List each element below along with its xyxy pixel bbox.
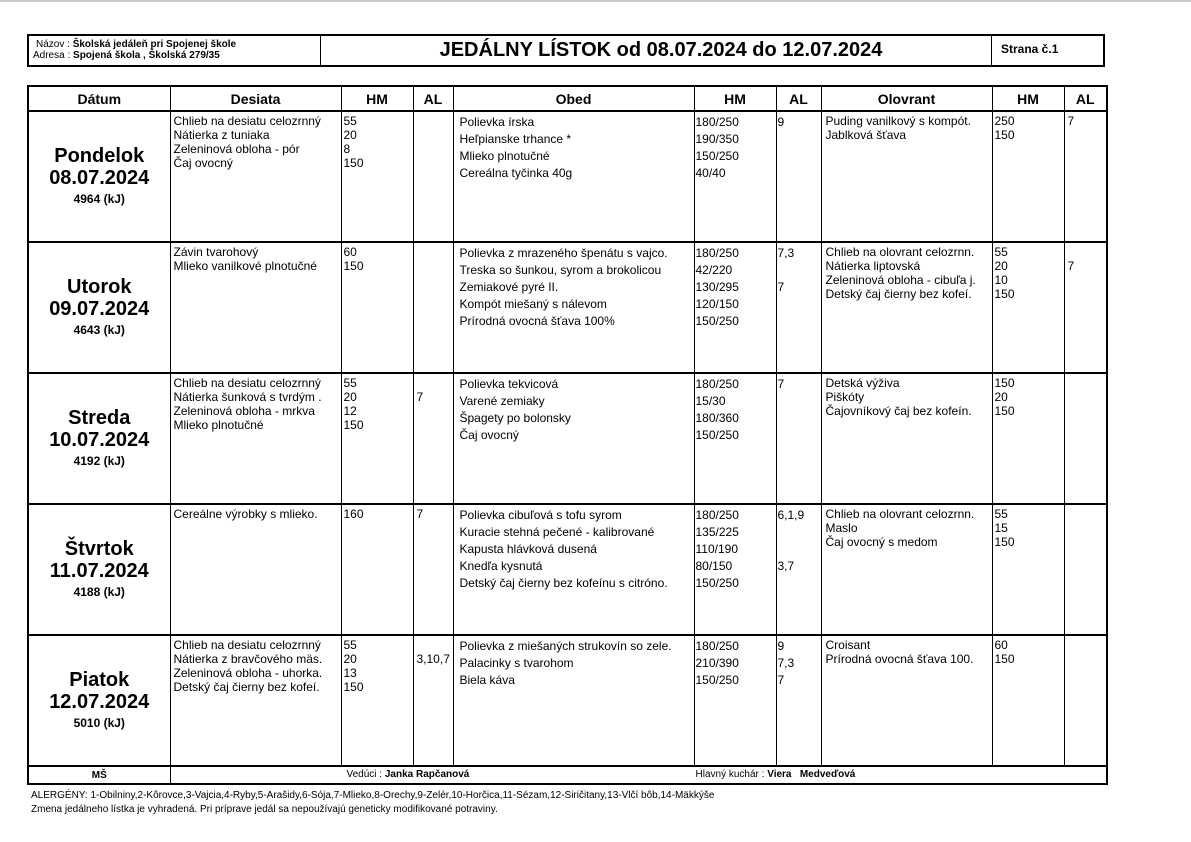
desiata-al-list [414, 374, 453, 432]
olovrant-al-list [1065, 374, 1107, 418]
obed-item: Biela káva [459, 673, 515, 687]
obed-hm-item: 150/250 [695, 576, 739, 590]
obed-al-list [777, 112, 821, 182]
desiata-hm-item: 20 [343, 652, 357, 666]
page-title: JEDÁLNY LÍSTOK od 08.07.2024 do 12.07.2024 [321, 36, 992, 65]
date-cell [28, 111, 170, 242]
obed-al-item: 7 [777, 280, 785, 294]
desiata-item: Detský čaj čierny bez kofeí. [173, 680, 320, 694]
day-row [28, 242, 1107, 373]
desiata-al-item [417, 259, 453, 273]
obed-hm-list [695, 505, 776, 592]
obed-item: Kapusta hlávková dusená [459, 542, 597, 556]
school-name-row [36, 39, 320, 50]
obed-hm-item: 80/150 [695, 559, 733, 573]
desiata-hm-list [342, 374, 413, 432]
chef-name: Viera Medveďová [767, 769, 856, 780]
obed-hm-cell [694, 111, 776, 242]
col-header-desiata: Desiata [170, 86, 341, 111]
col-header-olovrant: Olovrant [821, 86, 992, 111]
desiata-hm-item: 150 [343, 680, 364, 694]
menu-table [27, 85, 1108, 785]
olovrant-hm-item: 20 [994, 259, 1008, 273]
obed-hm-item: 135/225 [695, 525, 739, 539]
olovrant-cell [821, 242, 992, 373]
desiata-al-item [417, 418, 453, 432]
olovrant-hm-item: 150 [994, 652, 1015, 666]
olovrant-al-list [1065, 243, 1107, 301]
obed-item: Polievka írska [459, 115, 535, 129]
olovrant-item: Croisant [825, 638, 871, 652]
obed-item: Kuracie stehná pečené - kalibrované [459, 525, 655, 539]
obed-list [454, 505, 694, 592]
desiata-hm-item: 60 [343, 245, 357, 259]
obed-al-item: 7,3 [777, 246, 795, 260]
olovrant-al-list [1065, 112, 1107, 142]
desiata-item: Chlieb na desiatu celozrnný [173, 638, 321, 652]
day-name: Pondelok [54, 144, 145, 167]
obed-hm-item: 150/250 [695, 149, 739, 163]
col-header-desiata-hm: HM [341, 86, 413, 111]
desiata-al-cell [413, 111, 453, 242]
day-name: Štvrtok [64, 537, 134, 560]
olovrant-al-item [1068, 128, 1107, 142]
desiata-hm-item: 55 [343, 376, 357, 390]
olovrant-cell [821, 504, 992, 635]
olovrant-hm-cell [992, 111, 1064, 242]
olovrant-item: Puding vanilkový s kompót. [825, 114, 971, 128]
col-header-obed-al: AL [776, 86, 821, 111]
obed-al-cell [776, 504, 821, 635]
date-cell [28, 635, 170, 766]
day-date: 10.07.2024 [49, 428, 150, 451]
desiata-al-item [417, 404, 453, 418]
desiata-hm-item: 20 [343, 390, 357, 404]
obed-item: Cereálna tyčinka 40g [459, 166, 573, 180]
desiata-al-item [417, 666, 453, 680]
obed-hm-cell [694, 242, 776, 373]
col-header-date: Dátum [28, 86, 170, 111]
desiata-hm-item: 160 [343, 507, 364, 521]
olovrant-al-item [1068, 390, 1107, 404]
page-number: Strana č.1 [1001, 42, 1059, 56]
olovrant-al-item [1068, 245, 1107, 259]
obed-hm-item: 130/295 [695, 280, 739, 294]
day-row [28, 373, 1107, 504]
obed-hm-item: 150/250 [695, 314, 739, 328]
obed-hm-item: 150/250 [695, 428, 739, 442]
obed-item: Palacinky s tvarohom [459, 656, 574, 670]
olovrant-cell [821, 635, 992, 766]
desiata-al-item [417, 128, 453, 142]
desiata-hm-item: 55 [343, 114, 357, 128]
ms-label: MŠ [28, 766, 170, 784]
olovrant-hm-item: 150 [994, 404, 1015, 418]
manager-label: Vedúci : [346, 769, 385, 780]
manager-signature [347, 769, 470, 780]
olovrant-item: Maslo [825, 521, 858, 535]
desiata-al-item: 7 [416, 390, 424, 404]
desiata-list [171, 112, 341, 170]
olovrant-al-cell [1064, 111, 1107, 242]
olovrant-item: Čajovníkový čaj bez kofeín. [825, 404, 972, 418]
obed-hm-cell [694, 373, 776, 504]
olovrant-al-item [1068, 507, 1107, 521]
olovrant-item: Zeleninová obloha - cibuľa j. [825, 273, 976, 287]
desiata-hm-item: 55 [343, 638, 357, 652]
day-row [28, 504, 1107, 635]
table-header-row [28, 86, 1107, 111]
obed-al-item [778, 541, 821, 558]
olovrant-al-cell [1064, 242, 1107, 373]
olovrant-al-item: 7 [1067, 114, 1075, 128]
date-cell [28, 242, 170, 373]
obed-al-item [778, 262, 821, 279]
olovrant-hm-item: 20 [994, 390, 1008, 404]
desiata-hm-list [342, 112, 413, 170]
day-energy: 5010 (kJ) [73, 715, 125, 730]
day-row [28, 111, 1107, 242]
day-date: 11.07.2024 [49, 559, 149, 582]
olovrant-al-cell [1064, 504, 1107, 635]
desiata-hm-cell [341, 373, 413, 504]
olovrant-list [822, 374, 992, 418]
obed-item: Špagety po bolonsky [459, 411, 571, 425]
obed-item: Čaj ovocný [459, 428, 519, 442]
disclaimer-note: Zmena jedálneho lístka je vyhradená. Pri príprave jedál sa nepoužívajú geneticky modifikované potraviny. [31, 804, 498, 815]
day-date: 08.07.2024 [49, 166, 150, 189]
obed-al-cell [776, 242, 821, 373]
day-energy: 4643 (kJ) [73, 322, 125, 337]
obed-hm-cell [694, 635, 776, 766]
desiata-item: Nátierka z bravčového mäs. [173, 652, 323, 666]
obed-al-item [778, 393, 821, 410]
obed-al-item [778, 296, 821, 313]
desiata-item: Zeleninová obloha - pór [173, 142, 300, 156]
desiata-hm-list [342, 243, 413, 273]
desiata-al-item [417, 638, 453, 652]
desiata-al-item [417, 114, 453, 128]
desiata-al-item [417, 142, 453, 156]
obed-hm-item: 180/250 [695, 246, 739, 260]
desiata-hm-cell [341, 504, 413, 635]
col-header-obed: Obed [453, 86, 694, 111]
school-name: Školská jedáleň pri Spojenej škole [72, 39, 237, 50]
olovrant-al-item [1068, 273, 1107, 287]
school-address-row [33, 50, 320, 61]
olovrant-list [822, 505, 992, 549]
desiata-hm-item: 20 [343, 128, 357, 142]
desiata-list [171, 505, 341, 521]
obed-hm-list [695, 374, 776, 444]
olovrant-list [822, 636, 992, 666]
day-name: Piatok [69, 668, 130, 691]
olovrant-hm-cell [992, 504, 1064, 635]
obed-al-list [777, 374, 821, 444]
obed-hm-item: 210/390 [695, 656, 739, 670]
obed-hm-item: 180/250 [695, 639, 739, 653]
olovrant-list [822, 243, 992, 301]
obed-al-list [777, 243, 821, 330]
olovrant-hm-item: 55 [994, 245, 1008, 259]
olovrant-al-item [1068, 376, 1107, 390]
top-divider [0, 0, 1191, 2]
desiata-list [171, 636, 341, 694]
menu-header [27, 34, 1105, 67]
desiata-al-item [417, 376, 453, 390]
desiata-al-list [414, 636, 453, 694]
desiata-hm-list [342, 505, 413, 521]
obed-item: Zemiakové pyré II. [459, 280, 559, 294]
obed-item: Polievka cibuľová s tofu syrom [459, 508, 622, 522]
desiata-al-item: 3,10,7 [416, 652, 450, 666]
name-label: Názov : [36, 39, 73, 50]
obed-al-item [778, 148, 821, 165]
obed-hm-item: 150/250 [695, 673, 739, 687]
desiata-cell [170, 111, 341, 242]
manager-name: Janka Rapčanová [384, 769, 470, 780]
school-info [29, 36, 321, 65]
desiata-cell [170, 635, 341, 766]
olovrant-hm-item: 150 [994, 535, 1015, 549]
desiata-al-item: 7 [416, 507, 424, 521]
olovrant-item: Čaj ovocný s medom [825, 535, 938, 549]
olovrant-al-item [1068, 404, 1107, 418]
desiata-hm-item: 150 [343, 418, 364, 432]
olovrant-item: Prírodná ovocná šťava 100. [825, 652, 974, 666]
olovrant-hm-cell [992, 373, 1064, 504]
desiata-item: Čaj ovocný [173, 156, 233, 170]
desiata-hm-item: 12 [343, 404, 357, 418]
olovrant-item: Detská výživa [825, 376, 900, 390]
desiata-hm-cell [341, 242, 413, 373]
obed-hm-item: 180/250 [695, 508, 739, 522]
olovrant-al-item [1068, 287, 1107, 301]
obed-item: Varené zemiaky [459, 394, 545, 408]
obed-item: Polievka z mrazeného špenátu s vajco. [459, 246, 668, 260]
olovrant-item: Chlieb na olovrant celozrnn. [825, 245, 975, 259]
obed-al-item: 7 [777, 673, 785, 687]
olovrant-item: Jablková šťava [825, 128, 907, 142]
olovrant-hm-cell [992, 635, 1064, 766]
desiata-al-cell [413, 635, 453, 766]
desiata-hm-item: 150 [343, 156, 364, 170]
olovrant-hm-item: 10 [994, 273, 1008, 287]
olovrant-hm-list [993, 374, 1064, 418]
obed-al-item [778, 575, 821, 592]
obed-al-item [778, 410, 821, 427]
olovrant-al-cell [1064, 373, 1107, 504]
obed-hm-list [695, 636, 776, 689]
olovrant-hm-item: 55 [994, 507, 1008, 521]
olovrant-hm-item: 250 [994, 114, 1015, 128]
date-cell [28, 373, 170, 504]
obed-al-list [777, 505, 821, 592]
olovrant-hm-item: 150 [994, 128, 1015, 142]
desiata-al-item [417, 245, 453, 259]
olovrant-hm-item: 15 [994, 521, 1008, 535]
desiata-hm-item: 8 [343, 142, 351, 156]
day-energy: 4964 (kJ) [73, 191, 125, 206]
obed-hm-item: 180/250 [695, 377, 739, 391]
obed-al-item [778, 313, 821, 330]
obed-hm-item: 180/360 [695, 411, 739, 425]
col-header-desiata-al: AL [413, 86, 453, 111]
day-date: 09.07.2024 [49, 297, 150, 320]
olovrant-al-cell [1064, 635, 1107, 766]
col-header-olovrant-al: AL [1064, 86, 1107, 111]
desiata-al-cell [413, 504, 453, 635]
desiata-al-cell [413, 373, 453, 504]
olovrant-hm-list [993, 112, 1064, 142]
desiata-al-cell [413, 242, 453, 373]
obed-cell [453, 242, 694, 373]
desiata-al-item [417, 156, 453, 170]
obed-al-item: 7 [777, 377, 785, 391]
olovrant-al-item [1068, 535, 1107, 549]
chef-label: Hlavný kuchár : [695, 769, 768, 780]
obed-hm-item: 110/190 [695, 542, 738, 556]
chef-signature [696, 769, 856, 780]
olovrant-al-list [1065, 636, 1107, 666]
col-header-olovrant-hm: HM [992, 86, 1064, 111]
obed-al-cell [776, 635, 821, 766]
obed-hm-list [695, 112, 776, 182]
obed-al-item: 3,7 [777, 559, 795, 573]
olovrant-cell [821, 373, 992, 504]
olovrant-item: Nátierka liptovská [825, 259, 921, 273]
obed-al-item [778, 131, 821, 148]
obed-list [454, 636, 694, 689]
obed-hm-item: 42/220 [695, 263, 733, 277]
address-label: Adresa : [33, 50, 74, 61]
col-header-obed-hm: HM [694, 86, 776, 111]
obed-cell [453, 111, 694, 242]
desiata-al-list [414, 505, 453, 521]
olovrant-al-item [1068, 638, 1107, 652]
olovrant-list [822, 112, 992, 142]
obed-hm-item: 15/30 [695, 394, 726, 408]
obed-hm-list [695, 243, 776, 330]
allergens-legend: ALERGÉNY: 1-Obilniny,2-Kôrovce,3-Vajcia,4-Ryby,5-Arašidy,6-Sója,7-Mlieko,8-Orechy,9-Zelér,10-Horčica,11-Sézam,12-Siričitany,13-Vlčí bôb,14-Mäkkýše [31, 790, 715, 801]
olovrant-cell [821, 111, 992, 242]
day-date: 12.07.2024 [49, 690, 150, 713]
desiata-cell [170, 242, 341, 373]
olovrant-al-item: 7 [1067, 259, 1075, 273]
olovrant-item: Detský čaj čierny bez kofeí. [825, 287, 972, 301]
olovrant-hm-item: 60 [994, 638, 1008, 652]
obed-al-item [778, 427, 821, 444]
obed-hm-item: 190/350 [695, 132, 739, 146]
desiata-item: Závin tvarohový [173, 245, 259, 259]
desiata-item: Zeleninová obloha - uhorka. [173, 666, 323, 680]
obed-list [454, 374, 694, 444]
desiata-al-list [414, 112, 453, 170]
olovrant-hm-cell [992, 242, 1064, 373]
desiata-hm-cell [341, 111, 413, 242]
olovrant-item: Piškóty [825, 390, 865, 404]
olovrant-al-list [1065, 505, 1107, 549]
obed-item: Treska so šunkou, syrom a brokolicou [459, 263, 662, 277]
obed-item: Polievka z miešaných strukovín so zele. [459, 639, 672, 653]
obed-al-item [778, 524, 821, 541]
desiata-item: Chlieb na desiatu celozrnný [173, 376, 321, 390]
obed-al-cell [776, 111, 821, 242]
obed-item: Mlieko plnotučné [459, 149, 550, 163]
obed-item: Detský čaj čierny bez kofeínu s citróno. [459, 576, 668, 590]
obed-hm-cell [694, 504, 776, 635]
desiata-cell [170, 504, 341, 635]
obed-cell [453, 635, 694, 766]
desiata-cell [170, 373, 341, 504]
desiata-hm-item: 13 [343, 666, 357, 680]
desiata-list [171, 243, 341, 273]
olovrant-al-item [1068, 652, 1107, 666]
obed-al-item: 6,1,9 [777, 508, 805, 522]
obed-cell [453, 504, 694, 635]
day-energy: 4188 (kJ) [73, 584, 125, 599]
school-address: Spojená škola , Školská 279/35 [73, 50, 220, 61]
obed-item: Polievka tekvicová [459, 377, 559, 391]
date-cell [28, 504, 170, 635]
desiata-item: Zeleninová obloha - mrkva [173, 404, 315, 418]
desiata-item: Nátierka z tuniaka [173, 128, 270, 142]
obed-item: Kompót miešaný s nálevom [459, 297, 607, 311]
obed-al-item: 7,3 [777, 656, 795, 670]
obed-item: Heľpianske trhance * [459, 132, 572, 146]
obed-al-item: 9 [777, 639, 785, 653]
desiata-list [171, 374, 341, 432]
signature-row [28, 766, 1107, 784]
desiata-item: Mlieko plnotučné [173, 418, 264, 432]
olovrant-hm-list [993, 505, 1064, 549]
desiata-al-item [417, 680, 453, 694]
obed-hm-item: 180/250 [695, 115, 739, 129]
day-name: Streda [68, 406, 131, 429]
day-name: Utorok [67, 275, 132, 298]
obed-list [454, 243, 694, 330]
obed-al-item [778, 165, 821, 182]
desiata-item: Mlieko vanilkové plnotučné [173, 259, 317, 273]
olovrant-hm-list [993, 636, 1064, 666]
obed-cell [453, 373, 694, 504]
obed-item: Knedľa kysnutá [459, 559, 543, 573]
olovrant-item: Chlieb na olovrant celozrnn. [825, 507, 975, 521]
olovrant-hm-item: 150 [994, 376, 1015, 390]
desiata-item: Cereálne výrobky s mlieko. [173, 507, 318, 521]
desiata-item: Chlieb na desiatu celozrnný [173, 114, 321, 128]
desiata-hm-list [342, 636, 413, 694]
obed-al-list [777, 636, 821, 689]
obed-item: Prírodná ovocná šťava 100% [459, 314, 615, 328]
obed-al-item: 9 [777, 115, 785, 129]
obed-hm-item: 40/40 [695, 166, 726, 180]
desiata-item: Nátierka šunková s tvrdým . [173, 390, 322, 404]
desiata-al-list [414, 243, 453, 273]
obed-list [454, 112, 694, 182]
desiata-hm-cell [341, 635, 413, 766]
day-row [28, 635, 1107, 766]
obed-al-cell [776, 373, 821, 504]
signatures [170, 766, 1107, 784]
olovrant-hm-list [993, 243, 1064, 301]
obed-hm-item: 120/150 [695, 297, 739, 311]
day-energy: 4192 (kJ) [73, 453, 125, 468]
olovrant-al-item [1068, 521, 1107, 535]
desiata-hm-item: 150 [343, 259, 364, 273]
olovrant-hm-item: 150 [994, 287, 1015, 301]
